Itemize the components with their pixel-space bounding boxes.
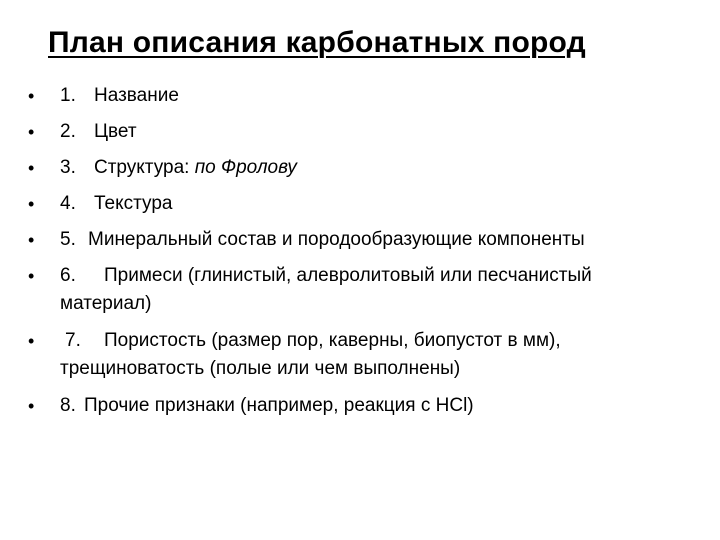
item-text: Примеси (глинистый, алевролитовый или песчанистый <box>104 265 592 286</box>
item-text: Минеральный состав и породообразующие компоненты <box>88 229 585 250</box>
list-item <box>28 190 688 218</box>
item-number: 6. <box>60 265 76 286</box>
list-item <box>28 154 688 182</box>
item-text-continuation: материал) <box>60 293 152 314</box>
list-item <box>28 226 688 254</box>
item-number: 7. <box>65 330 81 351</box>
bullet-icon: • <box>28 194 35 214</box>
bullet-icon: • <box>28 230 35 250</box>
item-number: 5. <box>60 229 76 250</box>
list-item <box>28 327 688 383</box>
bullet-icon: • <box>28 331 35 351</box>
list-item <box>28 82 688 110</box>
item-number: 4. <box>60 193 76 214</box>
item-number: 3. <box>60 157 76 178</box>
item-text: Цвет <box>94 121 137 142</box>
list-item <box>28 392 688 420</box>
item-text-continuation: трещиноватость (полые или чем выполнены) <box>60 358 461 379</box>
list-item <box>28 118 688 146</box>
description-plan-list <box>28 82 688 429</box>
item-text: Название <box>94 85 179 106</box>
bullet-icon: • <box>28 266 35 286</box>
slide-title: План описания карбонатных пород <box>48 26 586 59</box>
bullet-icon: • <box>28 86 35 106</box>
item-text: Текстура <box>94 193 173 214</box>
item-text: Пористость (размер пор, каверны, биопустот в мм), <box>104 330 561 351</box>
bullet-icon: • <box>28 158 35 178</box>
bullet-icon: • <box>28 122 35 142</box>
item-text: Структура: <box>94 157 195 178</box>
list-item <box>28 262 688 318</box>
item-number: 1. <box>60 85 76 106</box>
item-number: 8. <box>60 395 76 416</box>
item-text: Прочие признаки (например, реакция с HCl) <box>84 395 474 416</box>
bullet-icon: • <box>28 396 35 416</box>
item-number: 2. <box>60 121 76 142</box>
item-text-italic: по Фролову <box>194 157 297 178</box>
